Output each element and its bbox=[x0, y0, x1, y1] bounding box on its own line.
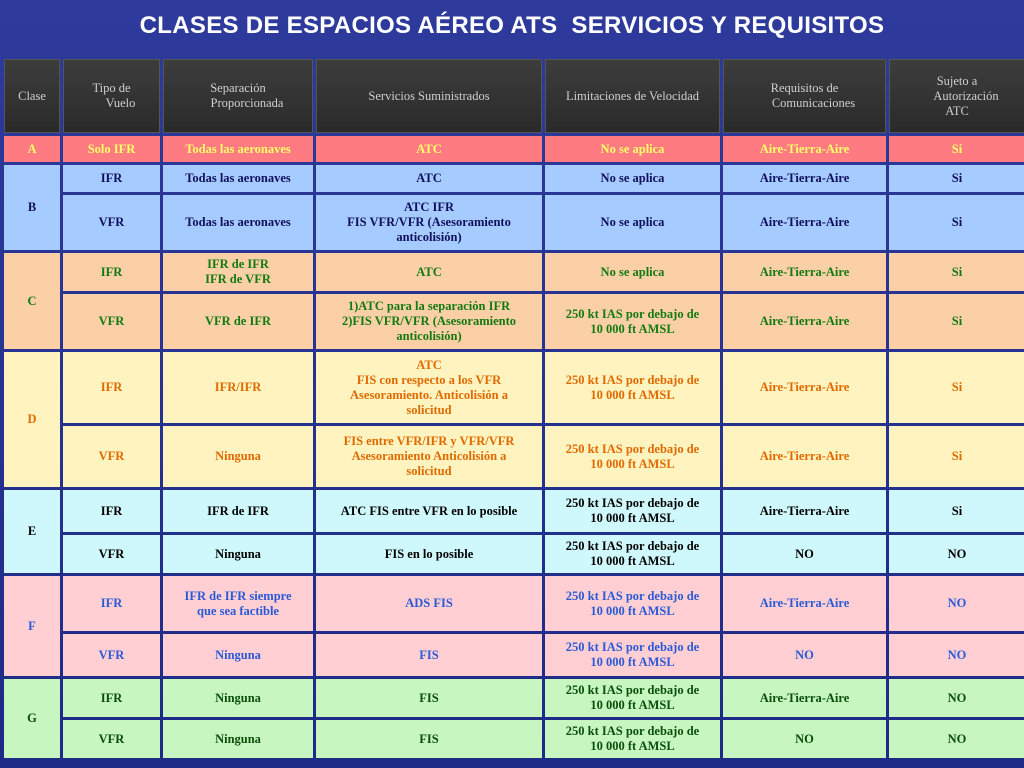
suj-cell: NO bbox=[889, 535, 1024, 573]
sep-cell: IFR de IFR bbox=[163, 490, 313, 532]
req-cell: NO bbox=[723, 535, 886, 573]
tipo-cell: VFR bbox=[63, 535, 160, 573]
req-cell: NO bbox=[723, 634, 886, 676]
header-clase: Clase bbox=[4, 59, 60, 133]
lim-cell: 250 kt IAS por debajo de 10 000 ft AMSL bbox=[545, 490, 720, 532]
table-row bbox=[4, 253, 1024, 291]
req-cell: Aire-Tierra-Aire bbox=[723, 679, 886, 717]
tipo-cell: IFR bbox=[63, 576, 160, 631]
req-cell: Aire-Tierra-Aire bbox=[723, 195, 886, 250]
lim-cell: No se aplica bbox=[545, 195, 720, 250]
header-sujeto: Sujeto a Autorización ATC bbox=[889, 59, 1024, 133]
req-cell: Aire-Tierra-Aire bbox=[723, 165, 886, 192]
req-cell: Aire-Tierra-Aire bbox=[723, 352, 886, 423]
suj-cell: Si bbox=[889, 165, 1024, 192]
table-row bbox=[4, 195, 1024, 250]
suj-cell: Si bbox=[889, 195, 1024, 250]
header-servicios: Servicios Suministrados bbox=[316, 59, 542, 133]
tipo-cell: IFR bbox=[63, 253, 160, 291]
sep-cell: Todas las aeronaves bbox=[163, 136, 313, 162]
sep-cell: IFR/IFR bbox=[163, 352, 313, 423]
table-row bbox=[4, 426, 1024, 487]
class-cell-e: E bbox=[4, 490, 60, 573]
lim-cell: No se aplica bbox=[545, 165, 720, 192]
lim-cell: No se aplica bbox=[545, 136, 720, 162]
airspace-classes-table bbox=[1, 56, 1024, 761]
sep-cell: Todas las aeronaves bbox=[163, 165, 313, 192]
table-row bbox=[4, 136, 1024, 162]
serv-cell: FIS bbox=[316, 720, 542, 758]
sep-cell: Ninguna bbox=[163, 679, 313, 717]
suj-cell: Si bbox=[889, 253, 1024, 291]
sep-cell: IFR de IFR IFR de VFR bbox=[163, 253, 313, 291]
table-row bbox=[4, 535, 1024, 573]
class-cell-d: D bbox=[4, 352, 60, 487]
tipo-cell: VFR bbox=[63, 294, 160, 349]
serv-cell: FIS en lo posible bbox=[316, 535, 542, 573]
sep-cell: Ninguna bbox=[163, 720, 313, 758]
tipo-cell: Solo IFR bbox=[63, 136, 160, 162]
lim-cell: 250 kt IAS por debajo de 10 000 ft AMSL bbox=[545, 634, 720, 676]
req-cell: NO bbox=[723, 720, 886, 758]
class-cell-g: G bbox=[4, 679, 60, 758]
sep-cell: Ninguna bbox=[163, 634, 313, 676]
serv-cell: ATC bbox=[316, 253, 542, 291]
table-row bbox=[4, 679, 1024, 717]
req-cell: Aire-Tierra-Aire bbox=[723, 576, 886, 631]
req-cell: Aire-Tierra-Aire bbox=[723, 253, 886, 291]
header-tipo-vuelo: Tipo de Vuelo bbox=[63, 59, 160, 133]
lim-cell: 250 kt IAS por debajo de 10 000 ft AMSL bbox=[545, 352, 720, 423]
sep-cell: Ninguna bbox=[163, 426, 313, 487]
class-cell-f: F bbox=[4, 576, 60, 676]
table-row bbox=[4, 294, 1024, 349]
sep-cell: Todas las aeronaves bbox=[163, 195, 313, 250]
tipo-cell: IFR bbox=[63, 352, 160, 423]
serv-cell: FIS entre VFR/IFR y VFR/VFR Asesoramiento Anticolisión a solicitud bbox=[316, 426, 542, 487]
suj-cell: NO bbox=[889, 679, 1024, 717]
req-cell: Aire-Tierra-Aire bbox=[723, 294, 886, 349]
serv-cell: FIS bbox=[316, 679, 542, 717]
table-row bbox=[4, 720, 1024, 758]
lim-cell: 250 kt IAS por debajo de 10 000 ft AMSL bbox=[545, 535, 720, 573]
header-limitaciones: Limitaciones de Velocidad bbox=[545, 59, 720, 133]
tipo-cell: VFR bbox=[63, 634, 160, 676]
lim-cell: 250 kt IAS por debajo de 10 000 ft AMSL bbox=[545, 679, 720, 717]
table-row bbox=[4, 490, 1024, 532]
class-cell-b: B bbox=[4, 165, 60, 250]
sep-cell: IFR de IFR siempre que sea factible bbox=[163, 576, 313, 631]
lim-cell: 250 kt IAS por debajo de 10 000 ft AMSL bbox=[545, 426, 720, 487]
tipo-cell: VFR bbox=[63, 195, 160, 250]
serv-cell: FIS bbox=[316, 634, 542, 676]
lim-cell: 250 kt IAS por debajo de 10 000 ft AMSL bbox=[545, 720, 720, 758]
suj-cell: Si bbox=[889, 490, 1024, 532]
class-cell-c: C bbox=[4, 253, 60, 349]
class-cell-a: A bbox=[4, 136, 60, 162]
table-row bbox=[4, 352, 1024, 423]
table-header-row bbox=[4, 59, 1024, 133]
lim-cell: 250 kt IAS por debajo de 10 000 ft AMSL bbox=[545, 294, 720, 349]
suj-cell: Si bbox=[889, 352, 1024, 423]
header-separacion: Separación Proporcionada bbox=[163, 59, 313, 133]
table-row bbox=[4, 634, 1024, 676]
serv-cell: ATC FIS con respecto a los VFR Asesoramiento. Anticolisión a solicitud bbox=[316, 352, 542, 423]
tipo-cell: VFR bbox=[63, 720, 160, 758]
suj-cell: NO bbox=[889, 634, 1024, 676]
req-cell: Aire-Tierra-Aire bbox=[723, 490, 886, 532]
suj-cell: NO bbox=[889, 720, 1024, 758]
sep-cell: Ninguna bbox=[163, 535, 313, 573]
table-row bbox=[4, 165, 1024, 192]
serv-cell: ATC FIS entre VFR en lo posible bbox=[316, 490, 542, 532]
serv-cell: ATC IFR FIS VFR/VFR (Asesoramiento anticolisión) bbox=[316, 195, 542, 250]
sep-cell: VFR de IFR bbox=[163, 294, 313, 349]
tipo-cell: VFR bbox=[63, 426, 160, 487]
page-title: CLASES DE ESPACIOS AÉREO ATS SERVICIOS Y REQUISITOS bbox=[139, 12, 885, 39]
header-requisitos: Requisitos de Comunicaciones bbox=[723, 59, 886, 133]
suj-cell: NO bbox=[889, 576, 1024, 631]
serv-cell: ADS FIS bbox=[316, 576, 542, 631]
serv-cell: ATC bbox=[316, 136, 542, 162]
req-cell: Aire-Tierra-Aire bbox=[723, 426, 886, 487]
suj-cell: Si bbox=[889, 294, 1024, 349]
serv-cell: ATC bbox=[316, 165, 542, 192]
tipo-cell: IFR bbox=[63, 490, 160, 532]
table-row bbox=[4, 576, 1024, 631]
suj-cell: Si bbox=[889, 426, 1024, 487]
serv-cell: 1)ATC para la separación IFR 2)FIS VFR/VFR (Asesoramiento anticolisión) bbox=[316, 294, 542, 349]
suj-cell: Si bbox=[889, 136, 1024, 162]
tipo-cell: IFR bbox=[63, 165, 160, 192]
lim-cell: No se aplica bbox=[545, 253, 720, 291]
tipo-cell: IFR bbox=[63, 679, 160, 717]
req-cell: Aire-Tierra-Aire bbox=[723, 136, 886, 162]
lim-cell: 250 kt IAS por debajo de 10 000 ft AMSL bbox=[545, 576, 720, 631]
